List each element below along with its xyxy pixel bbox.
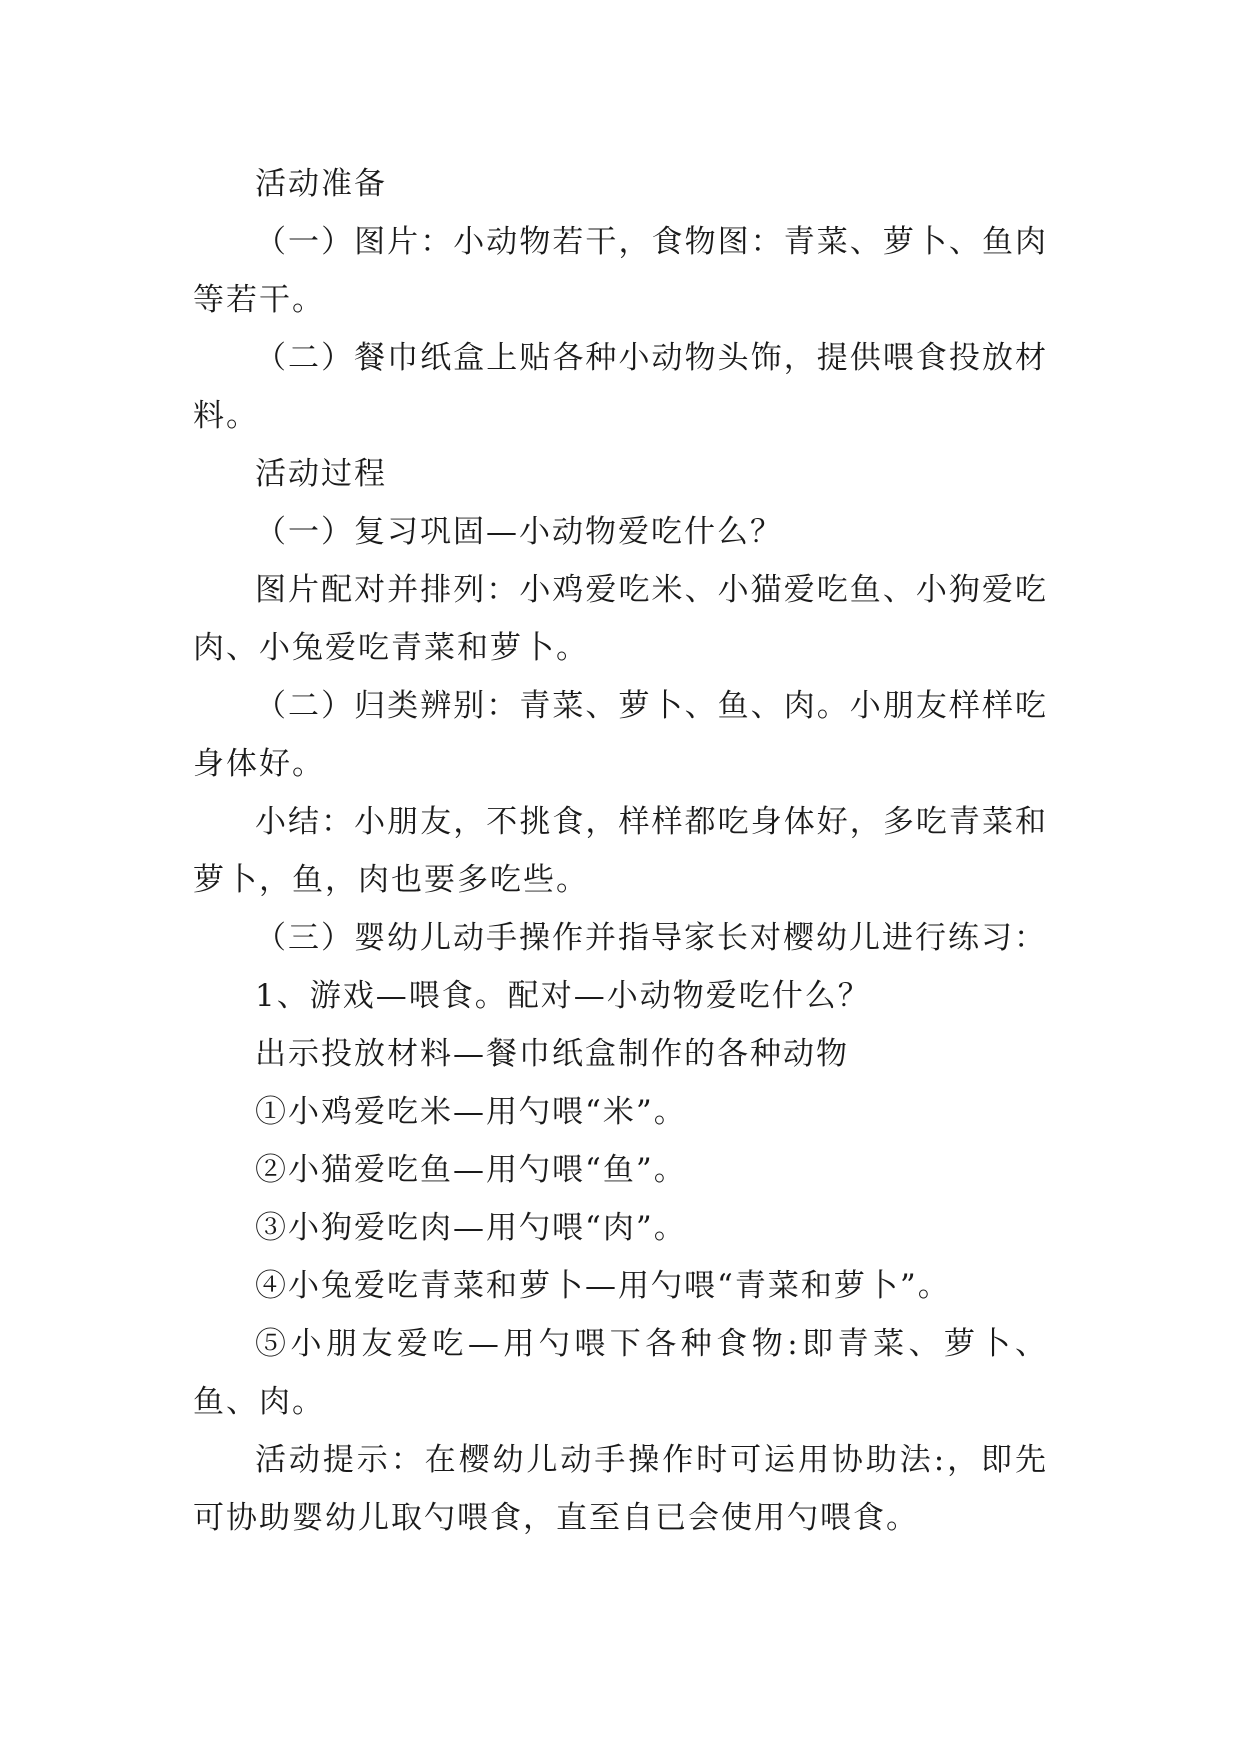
paragraph-picture-matching: 图片配对并排列：小鸡爱吃米、小猫爱吃鱼、小狗爱吃肉、小兔爱吃青菜和萝卜。 (193, 572, 1048, 666)
paragraph-preparation-2: （二）餐巾纸盒上贴各种小动物头饰，提供喂食投放材料。 (193, 340, 1048, 434)
paragraph-materials: 出示投放材料—餐巾纸盒制作的各种动物 (255, 1036, 849, 1072)
paragraph-process-2: （二）归类辨别：青菜、萝卜、鱼、肉。小朋友样样吃身体好。 (193, 688, 1048, 782)
paragraph-preparation-1: （一）图片：小动物若干，食物图：青菜、萝卜、鱼肉等若干。 (193, 224, 1048, 318)
list-item-5: ⑤小朋友爱吃—用勺喂下各种食物:即青菜、萝卜、鱼、肉。 (193, 1326, 1048, 1420)
paragraph-activity-tip: 活动提示：在樱幼儿动手操作时可运用协助法:，即先可协助婴幼儿取勺喂食，直至自已会使用勺喂食。 (193, 1442, 1048, 1536)
paragraph-process-3: （三）婴幼儿动手操作并指导家长对樱幼儿进行练习： (255, 920, 1047, 956)
list-item-3: ③小狗爱吃肉—用勺喂“肉”。 (255, 1210, 687, 1246)
paragraph-game: 1、游戏—喂食。配对—小动物爱吃什么？ (255, 978, 871, 1014)
list-item-2: ②小猫爱吃鱼—用勺喂“鱼”。 (255, 1152, 687, 1188)
section-heading-process: 活动过程 (255, 456, 387, 492)
paragraph-process-1: （一）复习巩固—小动物爱吃什么？ (255, 514, 783, 550)
section-heading-preparation: 活动准备 (255, 166, 387, 202)
document-page (193, 155, 1048, 1547)
paragraph-summary: 小结：小朋友，不挑食，样样都吃身体好，多吃青菜和萝卜，鱼，肉也要多吃些。 (193, 804, 1048, 898)
list-item-4: ④小兔爱吃青菜和萝卜—用勺喂“青菜和萝卜”。 (255, 1268, 951, 1304)
list-item-1: ①小鸡爱吃米—用勺喂“米”。 (255, 1094, 687, 1130)
